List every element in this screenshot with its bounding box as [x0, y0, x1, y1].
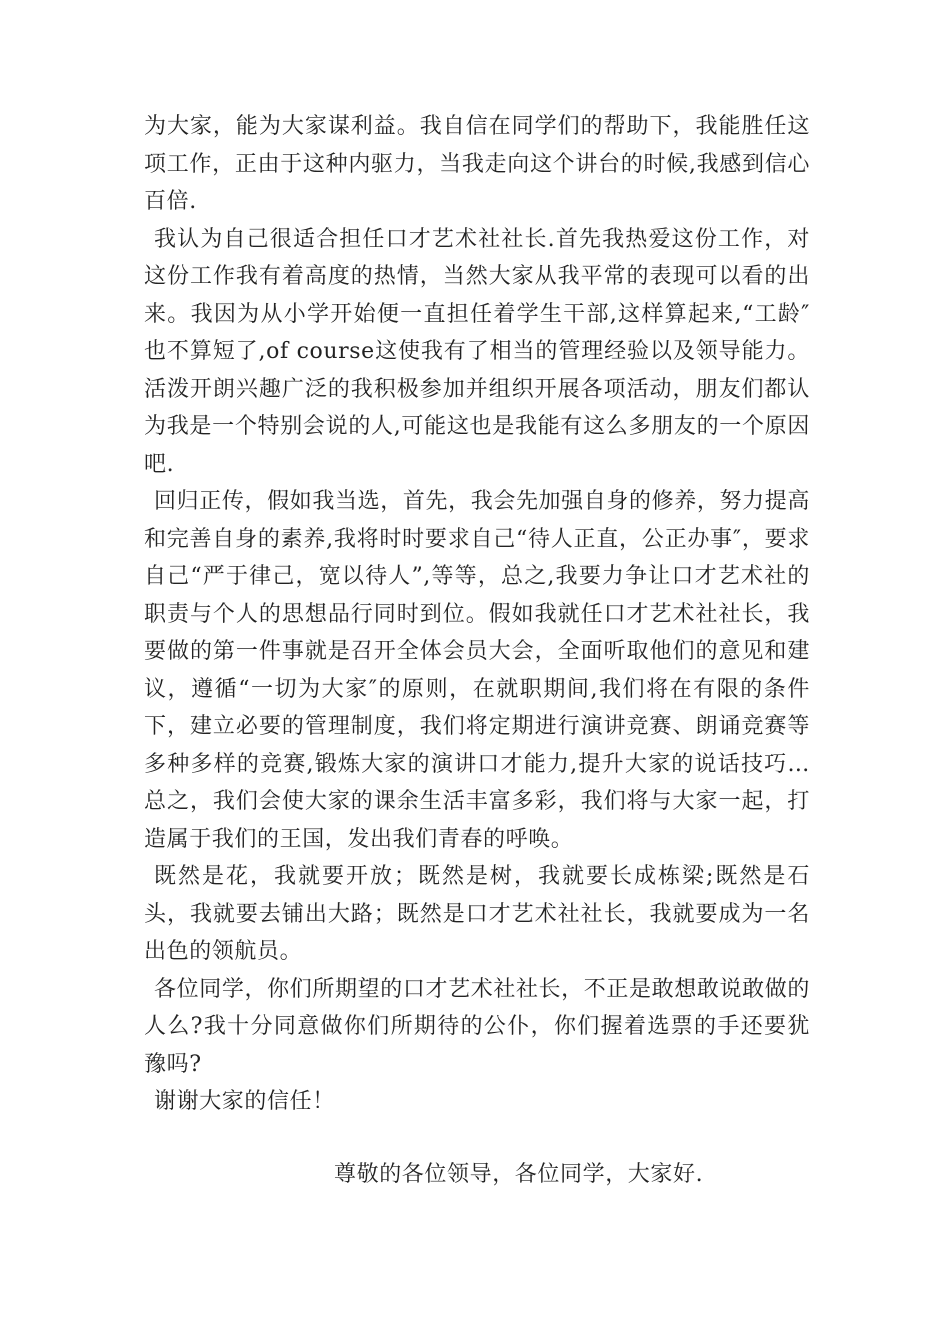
document-body [144, 108, 810, 1121]
paragraph-6: 谢谢大家的信任！ [154, 1089, 335, 1114]
paragraph-4: 既然是花，我就要开放；既然是树，我就要长成栋梁;既然是石头，我就要去铺出大路；既然是口才艺术社社长，我就要成为一名出色的领航员。 [144, 864, 810, 964]
paragraph-1: 为大家，能为大家谋利益。我自信在同学们的帮助下，我能胜任这项工作，正由于这种内驱力，当我走向这个讲台的时候,我感到信心百倍. [144, 114, 810, 214]
paragraph-3: 回归正传，假如我当选，首先，我会先加强自身的修养，努力提高和完善自身的素养,我将时时要求自己“待人正直，公正办事″，要求自己“严于律己，宽以待人”,等等，总之,我要力争让口才艺术社的职责与个人的思想品行同时到位。假如我就任口才艺术社社长，我要做的第一件事就是召开全体会员大会，全面听取他们的意见和建议，遵循“一切为大家″的原则，在就职期间,我们将在有限的条件下，建立必要的管理制度，我们将定期进行演讲竞赛、朗诵竞赛等多种多样的竞赛,锻炼大家的演讲口才能力,提升大家的说话技巧…总之，我们会使大家的课余生活丰富多彩，我们将与大家一起，打造属于我们的王国，发出我们青春的呼唤。 [144, 489, 810, 852]
paragraph-5: 各位同学，你们所期望的口才艺术社社长，不正是敢想敢说敢做的人么?我十分同意做你们所期待的公仆，你们握着选票的手还要犹豫吗? [144, 976, 810, 1077]
greeting-line: 尊敬的各位领导，各位同学，大家好. [334, 1162, 704, 1187]
paragraph-2: 我认为自己很适合担任口才艺术社社长.首先我热爱这份工作，对这份工作我有着高度的热情，当然大家从我平常的表现可以看的出来。我因为从小学开始便一直担任着学生干部,这样算起来,“工龄″也不算短了,of course这使我有了相当的管理经验以及领导能力。活泼开朗兴趣广泛的我积极参加并组织开展各项活动，朋友们都认为我是一个特别会说的人,可能这也是我能有这么多朋友的一个原因吧. [144, 226, 810, 477]
